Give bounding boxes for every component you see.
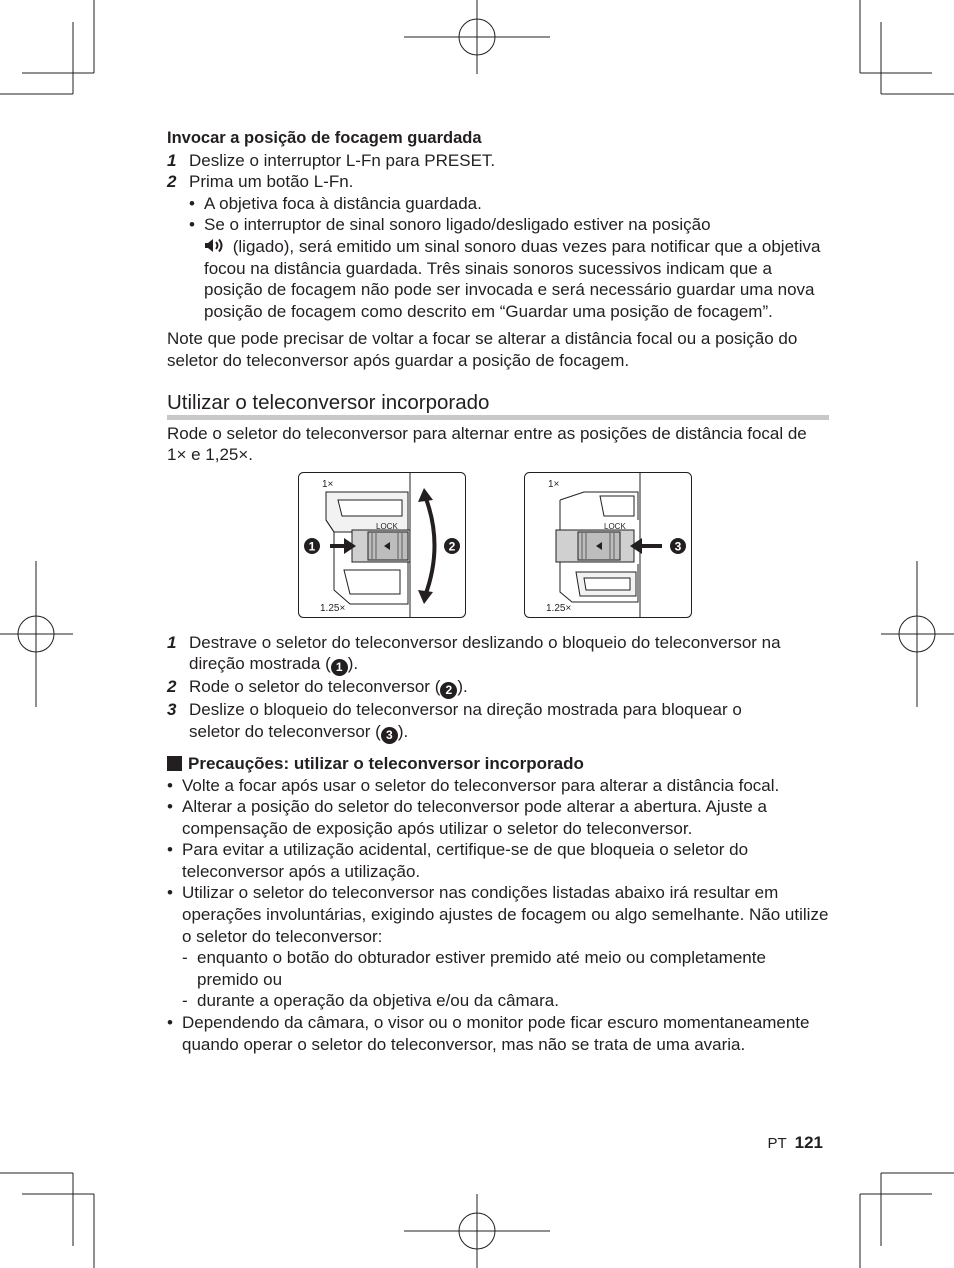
bullet-text: Se o interruptor de sinal sonoro ligado/desligado estiver na posição: [204, 215, 711, 235]
step-number: 3: [167, 700, 177, 720]
figure-lock: [524, 472, 692, 618]
step-text: ).: [347, 654, 359, 674]
label-1.25x: 1.25×: [546, 602, 572, 614]
step-text: ).: [457, 677, 468, 697]
dash-text: durante a operação da objetiva e/ou da câmara.: [197, 991, 559, 1011]
bullet-item: [167, 796, 829, 839]
bullet-text: Utilizar o seletor do teleconversor nas condições listadas abaixo irá resultar em operações involuntárias, exigindo ajustes de focagem ou algo semelhante. Não utilize o seletor do teleconversor:: [182, 883, 829, 946]
bullet-text: Volte a focar após usar o seletor do teleconversor para alterar a distância focal.: [182, 775, 780, 795]
step-2-bullets: [167, 193, 829, 323]
bullet-dot: •: [167, 1013, 173, 1033]
step-text: Destrave o seletor do teleconversor deslizando o bloqueio do teleconversor na: [189, 632, 781, 652]
marker-1-inline: 1: [331, 659, 348, 676]
step-text: direção mostrada (: [189, 654, 331, 674]
marker-3-number: 3: [674, 539, 682, 554]
step-text: Deslize o bloqueio do teleconversor na direção mostrada para bloquear o: [189, 700, 742, 720]
step-1: [167, 150, 829, 172]
dash-item: [182, 990, 829, 1012]
teleconverter-steps: [167, 632, 829, 744]
lock-label: LOCK: [376, 521, 398, 531]
bullet-text: Dependendo da câmara, o visor ou o monitor pode ficar escuro momentaneamente quando operar o seletor do teleconversor, mas não se trata de uma avaria.: [182, 1013, 810, 1054]
page-number: 121: [794, 1133, 823, 1152]
step-1: [167, 632, 829, 677]
dash-item: [182, 947, 829, 990]
bullet-item: [167, 775, 829, 797]
label-1x: 1×: [322, 478, 334, 490]
step-text: Prima um botão L-Fn.: [189, 172, 354, 192]
step-text: Deslize o interruptor L-Fn para PRESET.: [189, 150, 496, 170]
note-paragraph: Note que pode precisar de voltar a focar se alterar a distância focal ou a posição do seletor do teleconversor após guardar a posição de focagem.: [167, 329, 798, 370]
bullet-text: A objetiva foca à distância guardada.: [204, 193, 482, 213]
bullet-dot: •: [189, 193, 195, 213]
dash-mark: -: [182, 991, 188, 1011]
precautions-list: [167, 775, 829, 1056]
square-bullet-icon: [167, 756, 182, 771]
dash-mark: -: [182, 948, 188, 968]
page-content: [167, 128, 829, 1055]
bullet-item: [167, 839, 829, 882]
bullet-dot: •: [167, 797, 173, 817]
bullet-dot: •: [167, 840, 173, 860]
step-number: 1: [167, 150, 177, 170]
teleconverter-figures: [167, 470, 829, 630]
step-text: ).: [397, 721, 409, 741]
marker-2-inline: 2: [440, 682, 457, 699]
step-2: [167, 676, 829, 699]
dash-list: [167, 947, 829, 1012]
marker-1-number: 1: [308, 539, 316, 554]
step-text: seletor do teleconversor (: [189, 721, 381, 741]
step-number: 1: [167, 632, 177, 652]
section-intro: Rode o seletor do teleconversor para alternar entre as posições de distância focal de 1× e 1,25×.: [167, 423, 807, 465]
bullet-text: Alterar a posição do seletor do teleconversor pode alterar a abertura. Ajuste a compensação de exposição após utilizar o seletor do teleconversor.: [182, 797, 767, 838]
marker-3-inline: 3: [381, 727, 398, 744]
label-1x: 1×: [548, 478, 560, 490]
step-number: 2: [167, 172, 177, 192]
subsection-heading: Invocar a posição de focagem guardada: [167, 129, 482, 147]
bullet-item: [189, 214, 829, 322]
step-number: 2: [167, 677, 177, 697]
lock-label: LOCK: [604, 521, 626, 531]
language-code: PT: [767, 1135, 787, 1152]
step-2: [167, 171, 829, 193]
bullet-text-continued: (ligado), será emitido um sinal sonoro duas vezes para notificar que a objetiva focou na distância guardada. Três sinais sonoros sucessivos indicam que a posição de focagem não pode ser invocada e será necessário guardar uma nova posição de focagem como descrito em “Guardar uma posição de focagem”.: [204, 236, 821, 321]
bullet-dot: •: [167, 775, 173, 795]
bullet-item: [167, 882, 829, 947]
bullet-dot: •: [167, 883, 173, 903]
precautions-heading: [167, 753, 829, 775]
section-title: Utilizar o teleconversor incorporado: [167, 391, 829, 420]
precautions-title: Precauções: utilizar o teleconversor incorporado: [188, 753, 584, 773]
page-footer: [767, 1133, 823, 1153]
bullet-item: [167, 1012, 829, 1055]
speaker-sound-icon: [204, 237, 228, 254]
bullet-dot: •: [189, 215, 195, 235]
bullet-item: [189, 193, 829, 215]
dash-text: enquanto o botão do obturador estiver premido até meio ou completamente premido ou: [197, 948, 766, 989]
marker-2-number: 2: [448, 539, 456, 554]
bullet-text: Para evitar a utilização acidental, certifique-se de que bloqueia o seletor do teleconversor após a utilização.: [182, 840, 749, 881]
label-1.25x: 1.25×: [320, 602, 346, 614]
step-text: Rode o seletor do teleconversor (: [189, 677, 441, 697]
figure-unlock-rotate: [298, 472, 466, 618]
step-3: [167, 699, 829, 744]
